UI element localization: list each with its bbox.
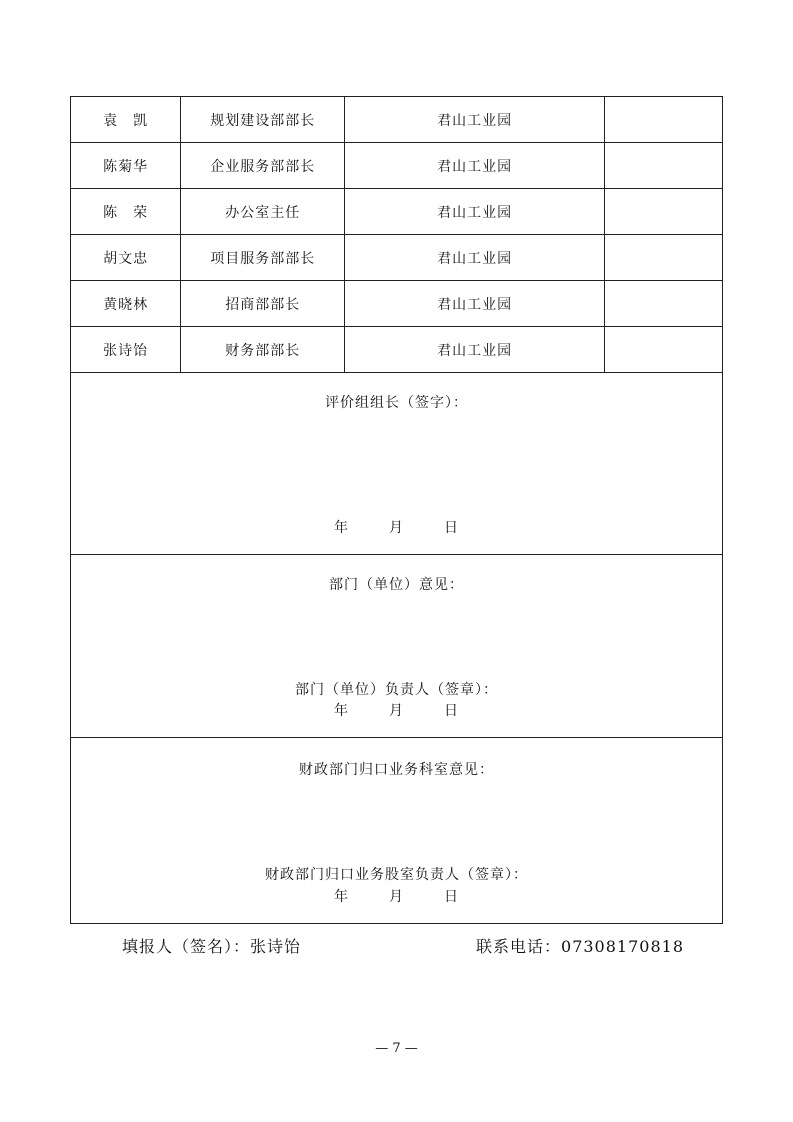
date-month: 月 xyxy=(389,703,404,719)
leader-signature-cell xyxy=(71,373,723,555)
member-title: 办公室主任 xyxy=(181,189,345,235)
contact-phone xyxy=(476,934,684,957)
filler-name: 张诗饴 xyxy=(250,937,302,956)
finance-opinion-cell xyxy=(71,738,723,924)
table-row xyxy=(71,235,723,281)
filler-label: 填报人（签名）： xyxy=(122,937,251,956)
phone-number: 07308170818 xyxy=(561,937,684,956)
member-unit: 君山工业园 xyxy=(345,97,604,143)
member-unit: 君山工业园 xyxy=(345,281,604,327)
evaluation-form-table xyxy=(70,96,723,924)
phone-label: 联系电话： xyxy=(476,937,562,956)
member-unit: 君山工业园 xyxy=(345,327,604,373)
member-note xyxy=(604,189,722,235)
date-year: 年 xyxy=(334,703,349,719)
department-signer-label: 部门（单位）负责人（签章）： xyxy=(295,682,498,698)
member-title: 项目服务部部长 xyxy=(181,235,345,281)
member-note xyxy=(604,97,722,143)
member-name: 黄晓林 xyxy=(71,281,181,327)
member-name: 陈 荣 xyxy=(71,189,181,235)
date-day: 日 xyxy=(444,520,459,536)
member-name: 张诗饴 xyxy=(71,327,181,373)
table-row xyxy=(71,97,723,143)
member-note xyxy=(604,281,722,327)
department-opinion-label: 部门（单位）意见： xyxy=(329,577,464,593)
member-note xyxy=(604,235,722,281)
table-row xyxy=(71,189,723,235)
date-month: 月 xyxy=(389,520,404,536)
date-year: 年 xyxy=(334,520,349,536)
leader-signature-section xyxy=(71,373,723,555)
leader-signature-date xyxy=(71,517,722,537)
member-unit: 君山工业园 xyxy=(345,143,604,189)
member-name: 陈菊华 xyxy=(71,143,181,189)
member-title: 财务部部长 xyxy=(181,327,345,373)
department-opinion-cell xyxy=(71,555,723,738)
member-note xyxy=(604,143,722,189)
table-row xyxy=(71,143,723,189)
member-title: 规划建设部部长 xyxy=(181,97,345,143)
table-row xyxy=(71,327,723,373)
leader-signature-label: 评价组组长（签字）： xyxy=(325,395,468,411)
member-note xyxy=(604,327,722,373)
department-signature-date xyxy=(71,700,722,720)
member-unit: 君山工业园 xyxy=(345,189,604,235)
member-title: 企业服务部部长 xyxy=(181,143,345,189)
member-name: 袁 凯 xyxy=(71,97,181,143)
date-year: 年 xyxy=(334,889,349,905)
table-row xyxy=(71,281,723,327)
filler-signature xyxy=(122,934,301,957)
date-month: 月 xyxy=(389,889,404,905)
page-number: — 7 — xyxy=(375,1041,418,1056)
date-day: 日 xyxy=(444,889,459,905)
department-opinion-section xyxy=(71,555,723,738)
finance-opinion-label: 财政部门归口业务科室意见： xyxy=(299,762,494,778)
member-name: 胡文忠 xyxy=(71,235,181,281)
member-title: 招商部部长 xyxy=(181,281,345,327)
date-day: 日 xyxy=(444,703,459,719)
finance-signature-date xyxy=(71,886,722,906)
finance-opinion-section xyxy=(71,738,723,924)
member-unit: 君山工业园 xyxy=(345,235,604,281)
finance-signer-label: 财政部门归口业务股室负责人（签章）： xyxy=(265,867,528,883)
